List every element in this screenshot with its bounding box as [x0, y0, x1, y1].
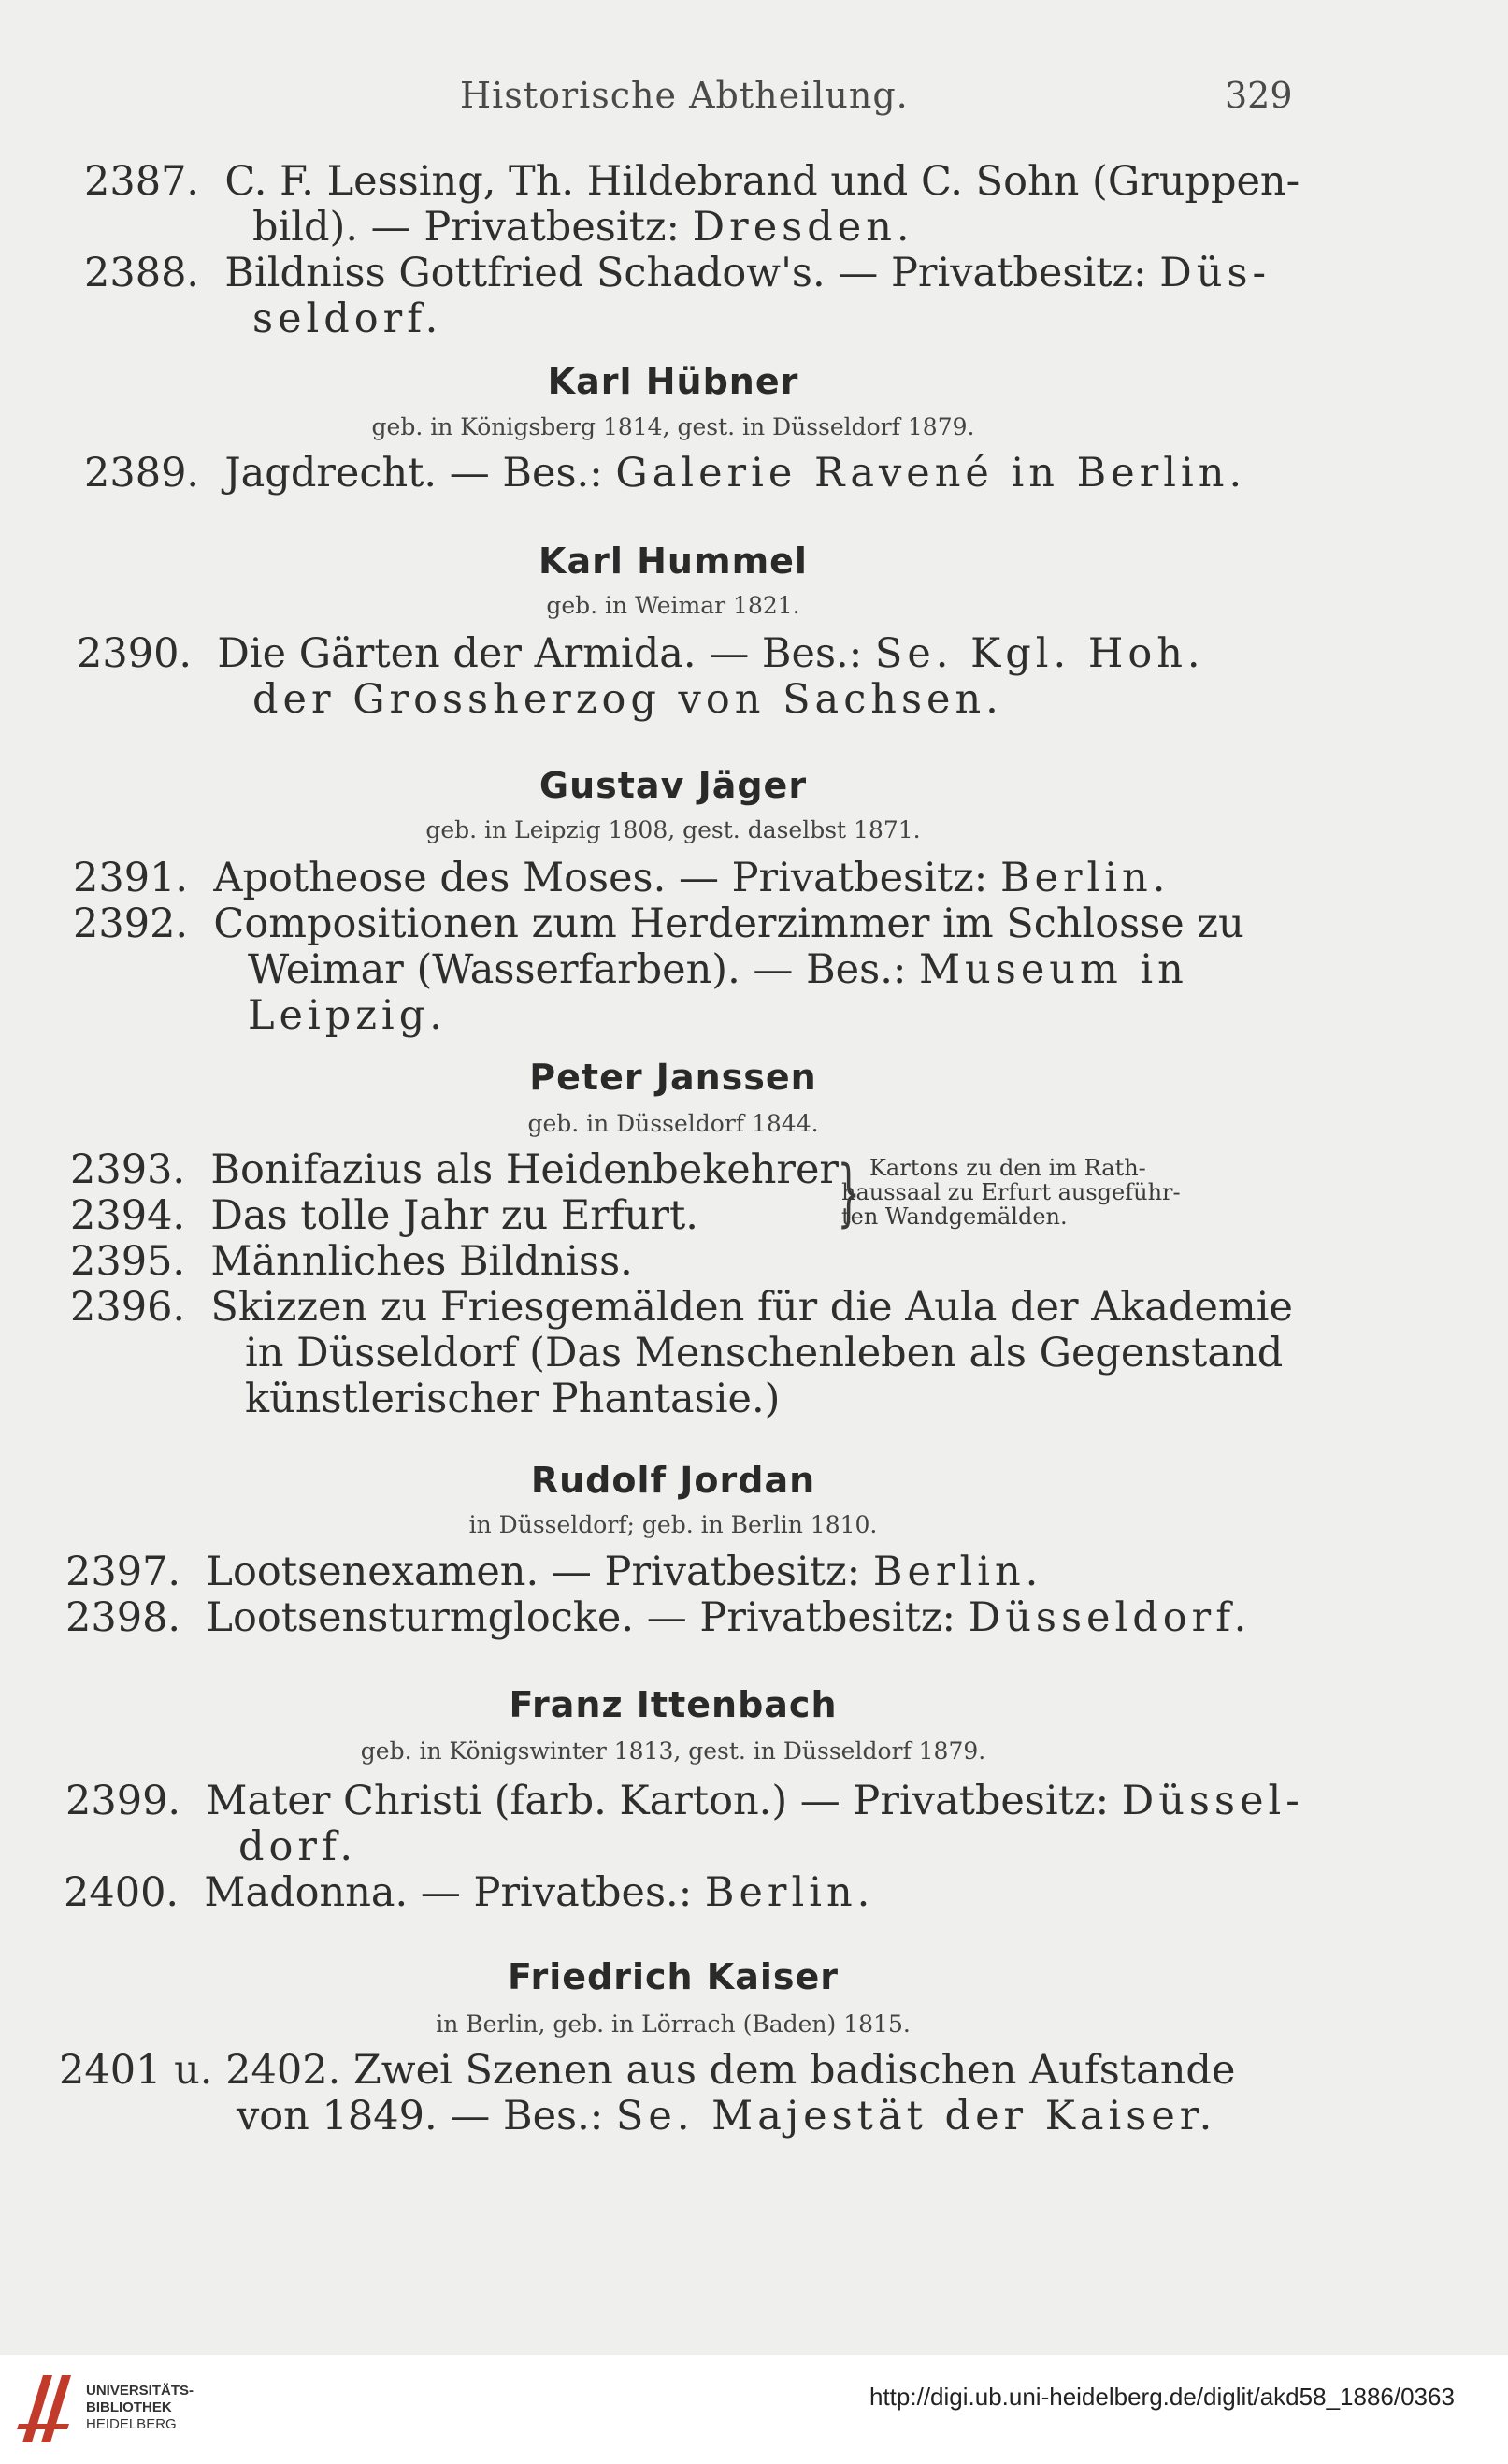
catalogue-entry-line: [0, 631, 1508, 676]
entry-text: 2392. Compositionen zum Herderzimmer im Schlosse zu: [73, 901, 1244, 947]
catalogue-entry-line: [0, 1870, 1508, 1915]
entry-text: 2395. Männliches Bildniss.: [70, 1238, 633, 1285]
artist-bio: geb. in Weimar 1821.: [546, 592, 800, 619]
side-note-line-2: haussaal zu Erfurt ausgeführ-: [841, 1179, 1181, 1205]
side-note-line-3: ten Wandgemälden.: [841, 1203, 1068, 1230]
entry-text: 2390. Die Gärten der Armida. — Bes.:: [77, 630, 875, 677]
artist-name: Karl Hübner: [547, 361, 799, 402]
page-number: 329: [1225, 75, 1293, 116]
artist-bio: geb. in Leipzig 1808, gest. daselbst 1871.: [425, 816, 921, 843]
entry-text: Weimar (Wasserfarben). — Bes.:: [248, 946, 920, 993]
catalogue-entry-line: [0, 451, 1508, 496]
artist-bio: geb. in Königswinter 1813, gest. in Düsseldorf 1879.: [360, 1737, 986, 1765]
artist-name: Friedrich Kaiser: [507, 1956, 840, 1997]
catalogue-entry-line: [0, 1595, 1508, 1640]
entry-text: künstlerischer Phantasie.): [245, 1376, 781, 1422]
artist-name: Peter Janssen: [529, 1057, 817, 1098]
entry-text: in Düsseldorf (Das Menschenleben als Gegenstand: [245, 1330, 1284, 1376]
catalogue-entry-line: [0, 677, 1508, 722]
entry-text: 2401 u. 2402. Zwei Szenen aus dem badischen Aufstande: [59, 2047, 1236, 2094]
catalogue-entry-line: [0, 1376, 1508, 1421]
spaced-text: Düssel-: [1121, 1778, 1304, 1824]
catalogue-entry-line: [0, 205, 1508, 250]
catalogue-entry-line: [0, 159, 1508, 204]
entry-text: bild). — Privatbesitz:: [252, 204, 693, 251]
catalogue-entry-line: [0, 1239, 1508, 1284]
entry-text: 2387. C. F. Lessing, Th. Hildebrand und C. Sohn (Gruppen-: [84, 158, 1300, 205]
library-logo-icon: [15, 2368, 77, 2448]
entry-text: 2389. Jagdrecht. — Bes.:: [84, 450, 616, 497]
catalogue-entry-line: [0, 1549, 1508, 1594]
catalogue-entry-line: [0, 296, 1508, 341]
entry-text: von 1849. — Bes.:: [237, 2093, 616, 2140]
artist-bio: in Düsseldorf; geb. in Berlin 1810.: [468, 1511, 878, 1538]
artist-bio: geb. in Königsberg 1814, gest. in Düsseldorf 1879.: [371, 413, 975, 440]
spaced-text: Galerie Ravené in Berlin.: [615, 450, 1247, 497]
catalogue-entry-line: [0, 1779, 1508, 1823]
spaced-text: Leipzig.: [248, 992, 447, 1039]
artist-name: Gustav Jäger: [539, 765, 808, 806]
entry-text: 2399. Mater Christi (farb. Karton.) — Privatbesitz:: [65, 1778, 1122, 1824]
entry-text: 2388. Bildniss Gottfried Schadow's. — Privatbesitz:: [84, 250, 1160, 296]
catalogue-entry-line: [0, 993, 1508, 1038]
spaced-text: seldorf.: [252, 295, 443, 342]
catalogue-entry-line: [0, 1331, 1508, 1376]
catalogue-entry-line: [0, 2048, 1508, 2093]
spaced-text: Museum in: [919, 946, 1188, 993]
artist-name: Karl Hummel: [539, 540, 808, 582]
entry-text: 2397. Lootsenexamen. — Privatbesitz:: [65, 1549, 873, 1595]
catalogue-entry-line: [0, 856, 1508, 901]
catalogue-entry-line: [0, 251, 1508, 295]
catalogue-entry-line: [0, 1147, 1508, 1192]
catalogue-entry-line: [0, 1193, 1508, 1238]
spaced-text: Berlin.: [872, 1549, 1043, 1595]
artist-name: Rudolf Jordan: [530, 1460, 816, 1501]
artist-bio: geb. in Düsseldorf 1844.: [527, 1110, 819, 1137]
spaced-text: Düs-: [1159, 250, 1271, 296]
spaced-text: Se. Majestät der Kaiser.: [615, 2093, 1217, 2140]
artist-name: Franz Ittenbach: [509, 1684, 838, 1725]
spaced-text: der Grossherzog von Sachsen.: [252, 676, 1003, 723]
spaced-text: Se. Kgl. Hoh.: [874, 630, 1205, 677]
footer-bar: [0, 2355, 1508, 2464]
catalogue-entry-line: [0, 947, 1508, 992]
catalogue-entry-line: [0, 1285, 1508, 1330]
entry-text: 2393. Bonifazius als Heidenbekehrer: [70, 1146, 839, 1193]
spaced-text: dorf.: [238, 1823, 358, 1870]
entry-text: 2398. Lootsensturmglocke. — Privatbesitz:: [65, 1594, 969, 1641]
spaced-text: Dresden.: [692, 204, 914, 251]
entry-text: 2400. Madonna. — Privatbes.:: [64, 1869, 705, 1916]
catalogue-entry-line: [0, 1824, 1508, 1869]
library-name: UNIVERSITÄTS- BIBLIOTHEK HEIDELBERG: [86, 2383, 194, 2432]
spaced-text: Berlin.: [704, 1869, 875, 1916]
running-header-title: Historische Abtheilung.: [460, 75, 909, 116]
side-note-line-1: Kartons zu den im Rath-: [869, 1155, 1146, 1181]
artist-bio: in Berlin, geb. in Lörrach (Baden) 1815.: [436, 2010, 911, 2038]
grouping-brace: }: [837, 1151, 861, 1235]
catalogue-entry-line: [0, 901, 1508, 946]
spaced-text: Berlin.: [999, 855, 1170, 901]
entry-text: 2396. Skizzen zu Friesgemälden für die Aula der Akademie: [70, 1284, 1293, 1331]
entry-text: 2391. Apotheose des Moses. — Privatbesitz:: [73, 855, 1000, 901]
source-url-link[interactable]: http://digi.ub.uni-heidelberg.de/diglit/akd58_1886/0363: [869, 2383, 1455, 2411]
spaced-text: Düsseldorf.: [968, 1594, 1252, 1641]
entry-text: 2394. Das tolle Jahr zu Erfurt.: [70, 1192, 698, 1239]
catalogue-entry-line: [0, 2094, 1508, 2139]
